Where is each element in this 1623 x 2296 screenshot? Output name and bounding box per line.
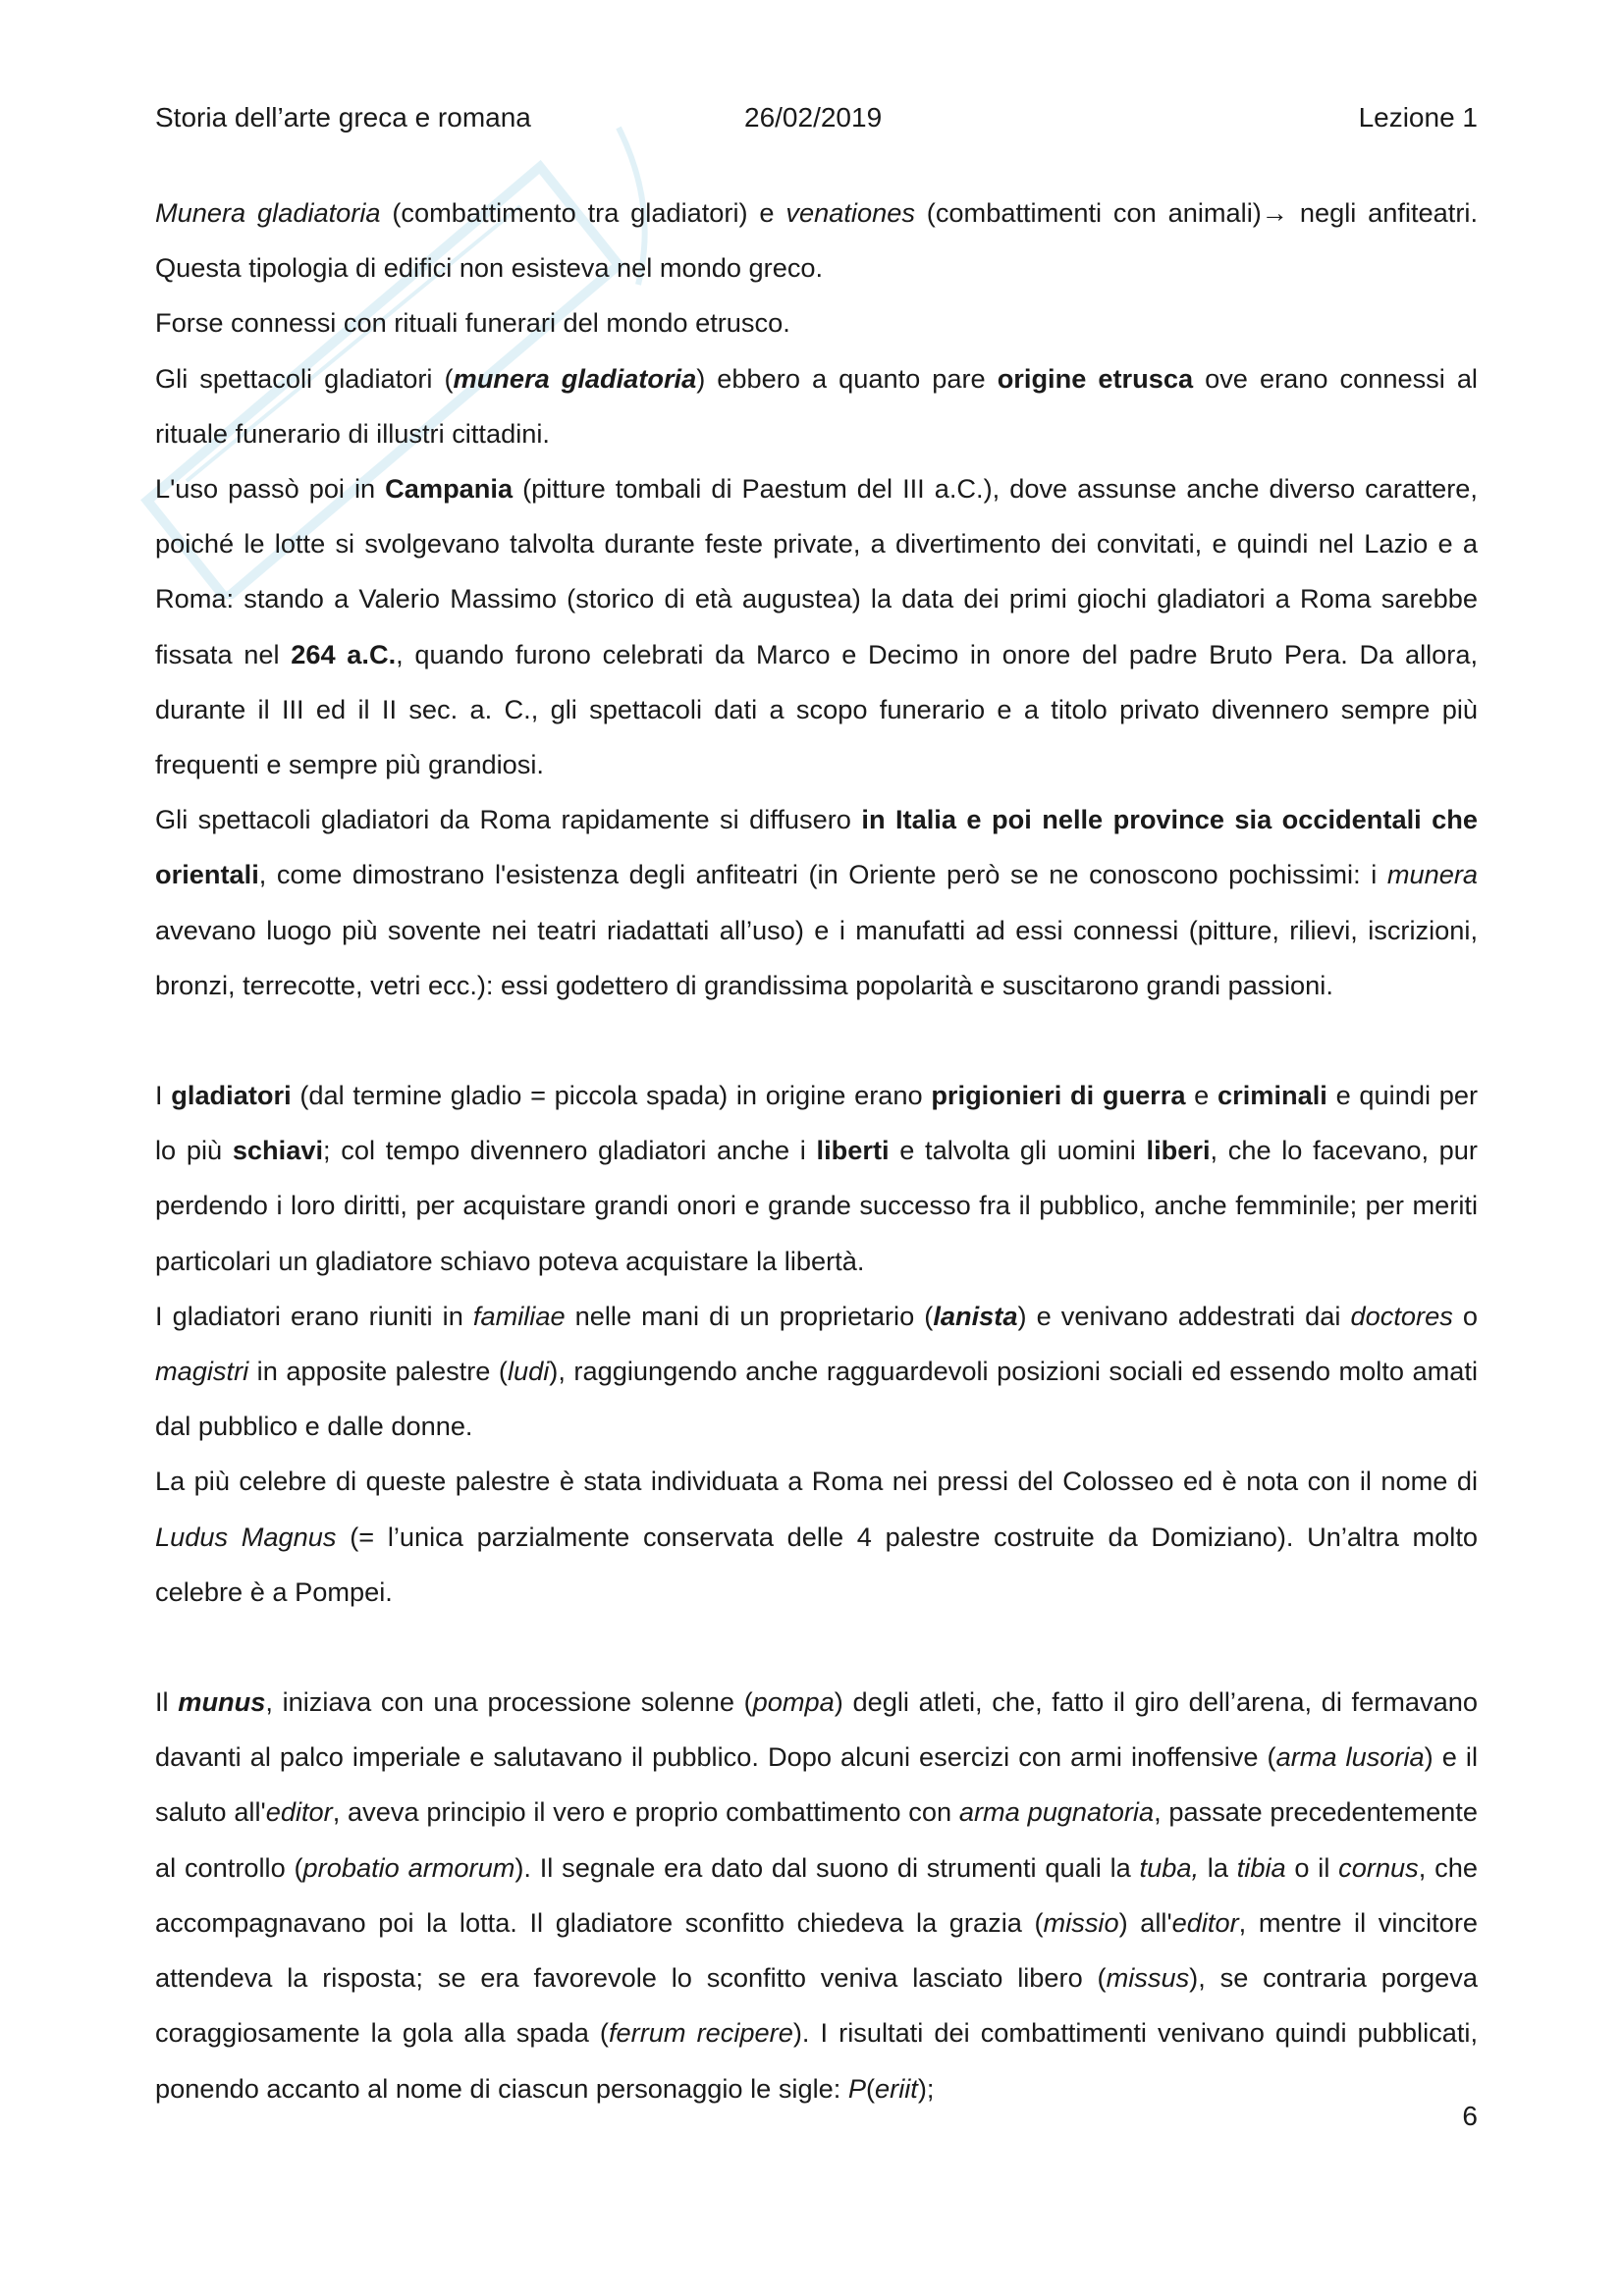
text-segment: ; col tempo divennero gladiatori anche i (323, 1135, 817, 1166)
text-segment: ). Il segnale era dato dal suono di strumenti quali la (514, 1851, 1140, 1883)
text-segment: tibia (1236, 1851, 1286, 1883)
header-lesson: Lezione 1 (1358, 102, 1478, 133)
text-segment: criminali (1217, 1080, 1327, 1111)
text-segment: munera (1386, 859, 1478, 890)
header-course-title: Storia dell’arte greca e romana (155, 102, 531, 133)
text-segment: , iniziava con una processione solenne ( (265, 1686, 753, 1718)
paragraph-p6 (155, 1068, 1478, 1289)
text-segment: (= l’unica parzialmente conservata delle 4 palestre costruite da Domiziano). Un’altra molto celebre è a Pompei. (155, 1521, 1478, 1607)
text-segment: editor (1171, 1906, 1239, 1938)
text-segment: La più celebre di queste palestre è stata individuata a Roma nei pressi del Colosseo ed è nota con il nome di (155, 1466, 1478, 1497)
text-segment: ); (917, 2072, 935, 2104)
text-segment: L'uso passò poi in (155, 473, 386, 505)
paragraph-p5 (155, 792, 1478, 1013)
text-segment: , aveva principio il vero e proprio combattimento con (332, 1796, 959, 1828)
text-segment: Munera gladiatoria (155, 197, 381, 228)
text-segment: ( (865, 2072, 876, 2104)
text-segment: la (1199, 1851, 1237, 1883)
text-segment: ) degli atleti, che, fatto il giro dell’arena, di fermavano davanti al palco imperiale e salutavano il pubblico. Dopo alcuni esercizi con armi inoffensive ( (155, 1686, 1478, 1773)
text-segment: eriit (875, 2072, 918, 2104)
text-segment: Gli spettacoli gladiatori da Roma rapidamente si diffusero (155, 804, 862, 835)
text-segment: nelle mani di un proprietario ( (565, 1300, 934, 1331)
text-segment: schiavi (232, 1135, 324, 1166)
text-segment: Campania (385, 473, 514, 505)
text-segment: , che accompagnavano poi la lotta. Il gladiatore sconfitto chiedeva la grazia ( (155, 1851, 1478, 1938)
text-segment: cornus (1338, 1851, 1419, 1883)
text-segment: familiae (472, 1300, 566, 1331)
page-header (155, 98, 1478, 137)
paragraph-gap (155, 1620, 1478, 1675)
text-segment: , mentre il vincitore attendeva la risposta; se era favorevole lo sconfitto veniva lasciato libero ( (155, 1906, 1478, 1994)
paragraph-p3 (155, 351, 1478, 461)
text-segment: probatio armorum (302, 1851, 515, 1883)
text-segment: (pitture tombali di Paestum del III a.C.), dove assunse anche diverso carattere, poiché le lotte si svolgevano talvolta durante feste private, a divertimento dei convitati, e quindi nel Lazio e a Roma: stando a Valerio Massimo (storico di età augustea) la data dei primi giochi gladiatori a Roma sarebbe fissata nel (155, 473, 1478, 669)
text-segment: tuba, (1139, 1851, 1199, 1883)
header-date: 26/02/2019 (744, 102, 883, 133)
text-segment: e (1185, 1080, 1218, 1111)
text-segment: Gli spettacoli gladiatori ( (155, 362, 454, 394)
text-segment: arma lusoria (1275, 1741, 1425, 1773)
text-segment: prigionieri di guerra (931, 1080, 1186, 1111)
text-segment: gladiatori (171, 1080, 292, 1111)
paragraph-p9 (155, 1675, 1478, 2116)
text-segment: ludi (507, 1356, 550, 1387)
text-segment: in Italia e poi nelle province sia occidentali che orientali (155, 804, 1478, 890)
paragraph-p2 (155, 295, 1478, 350)
paragraph-p8 (155, 1454, 1478, 1620)
text-segment: (combattimento tra gladiatori) e (380, 197, 786, 228)
text-segment: ), raggiungendo anche ragguardevoli posizioni sociali ed essendo molto amati dal pubblico e dalle donne. (155, 1356, 1478, 1442)
text-segment: o il (1285, 1851, 1339, 1883)
text-segment: pompa (752, 1686, 835, 1718)
body-text (155, 186, 1478, 2116)
text-segment: I (155, 1080, 172, 1111)
text-segment: ). I risultati dei combattimenti venivano quindi pubblicati, ponendo accanto al nome di ciascun personaggio le sigle: (155, 2017, 1478, 2104)
text-segment: arma pugnatoria (958, 1796, 1155, 1828)
text-segment: avevano luogo più sovente nei teatri riadattati all’uso) e i manufatti ad essi connessi (pitture, rilievi, iscrizioni, bronzi, terrecotte, vetri ecc.): essi godettero di grandissima popolarità e suscitarono grandi passioni. (155, 914, 1478, 1000)
text-segment: ove erano connessi al rituale funerario di illustri cittadini. (155, 362, 1478, 449)
text-segment: munera gladiatoria (453, 362, 697, 394)
text-segment: P (847, 2072, 866, 2104)
text-segment: ), se contraria porgeva coraggiosamente la gola alla spada ( (155, 1962, 1478, 2049)
page-number: 6 (1462, 2101, 1478, 2131)
text-segment: I gladiatori erano riuniti in (155, 1300, 473, 1331)
text-segment: origine etrusca (997, 362, 1194, 394)
text-segment: ferrum recipere (608, 2017, 793, 2049)
text-segment: editor (265, 1796, 333, 1828)
text-segment: (combattimenti con animali)→ negli anfiteatri. Questa tipologia di edifici non esisteva nel mondo greco. (155, 197, 1478, 284)
text-segment: , come dimostrano l'esistenza degli anfiteatri (in Oriente però se ne conoscono pochissimi: i (258, 859, 1387, 890)
text-segment: Ludus Magnus (155, 1521, 337, 1552)
text-segment: magistri (155, 1356, 249, 1387)
text-segment: o (1452, 1300, 1478, 1331)
text-segment: venationes (785, 197, 915, 228)
text-segment: missus (1106, 1962, 1190, 1994)
text-segment: munus (178, 1686, 266, 1718)
text-segment: in apposite palestre ( (248, 1356, 508, 1387)
text-segment: doctores (1350, 1300, 1453, 1331)
text-segment: liberti (816, 1135, 890, 1166)
text-segment: e quindi per lo più (155, 1080, 1478, 1166)
text-segment: (dal termine gladio = piccola spada) in origine erano (291, 1080, 932, 1111)
paragraph-p4 (155, 461, 1478, 792)
paragraph-p7 (155, 1289, 1478, 1455)
text-segment: ) all' (1118, 1906, 1172, 1938)
text-segment: , che lo facevano, pur perdendo i loro diritti, per acquistare grandi onori e grande successo fra il pubblico, anche femminile; per meriti particolari un gladiatore schiavo poteva acquistare la libertà. (155, 1135, 1478, 1276)
text-segment: lanista (933, 1300, 1018, 1331)
paragraph-gap (155, 1013, 1478, 1068)
paragraph-p1 (155, 186, 1478, 295)
text-segment: missio (1043, 1906, 1119, 1938)
text-segment: , passate precedentemente al controllo ( (155, 1796, 1478, 1883)
text-segment: Il (155, 1686, 179, 1718)
text-segment: liberi (1146, 1135, 1211, 1166)
text-segment: , quando furono celebrati da Marco e Decimo in onore del padre Bruto Pera. Da allora, durante il III ed il II sec. a. C., gli spettacoli dati a scopo funerario e a titolo privato divennero sempre più frequenti e sempre più grandiosi. (155, 638, 1479, 780)
text-segment: e talvolta gli uomini (889, 1135, 1147, 1166)
text-segment: ) e il saluto all' (155, 1741, 1478, 1828)
text-segment: ) ebbero a quanto pare (696, 362, 998, 394)
text-segment: Forse connessi con rituali funerari del mondo etrusco. (155, 307, 790, 339)
text-segment: 264 a.C. (291, 638, 397, 669)
text-segment: ) e venivano addestrati dai (1017, 1300, 1351, 1331)
